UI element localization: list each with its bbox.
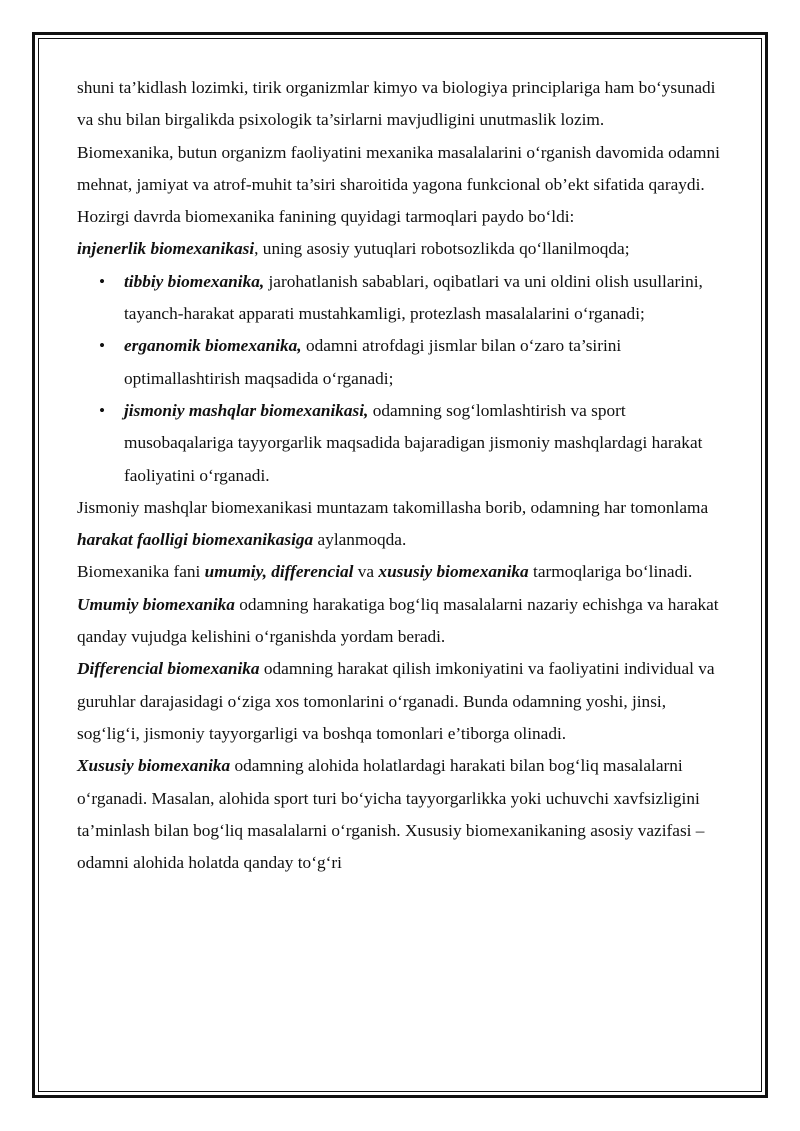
term-umumiy-differencial: umumiy, differencial (204, 562, 354, 582)
paragraph-5-text-c: aylanmoqda. (313, 530, 407, 550)
list-item (77, 395, 727, 492)
paragraph-2: Biomexanika, butun organizm faoliyatini mexanika masalalarini o‘rganish davomida odamni mehnat, jamiyat va atrof-muhit ta’siri sharoitida yagona funkcional ob’ekt sifatida qaraydi. (77, 142, 720, 194)
list-item-text: odamni atrofdagi jismlar bilan o‘zaro ta’sirini optimallashtirish maqsadida o‘rganadi; (124, 336, 622, 388)
paragraph-8 (77, 653, 727, 750)
paragraph-4-text: , uning asosiy yutuqlari robotsozlikda qo‘llanilmoqda; (254, 239, 630, 259)
paragraph-4 (77, 233, 727, 265)
term-tibbiy: tibbiy biomexanika, (124, 271, 265, 291)
term-erganomik: erganomik biomexanika, (124, 336, 302, 356)
list-item (77, 330, 727, 395)
paragraph-7 (77, 589, 727, 654)
list-item (77, 266, 727, 331)
term-differencial-biomexanika: Differencial biomexanika (77, 659, 260, 679)
paragraph-1: shuni ta’kidlash lozimki, tirik organizmlar kimyo va biologiya principlariga ham bo‘ysunadi va shu bilan birgalikda psixologik ta’sirlarni mavjudligini unutmaslik lozim. (77, 78, 716, 130)
paragraph-3: Hozirgi davrda biomexanika fanining quyidagi tarmoqlari paydo bo‘ldi: (77, 207, 575, 227)
paragraph-6-text-c: tarmoqlariga bo‘linadi. (528, 562, 693, 582)
paragraph-9 (77, 750, 727, 879)
list-item-text: jarohatlanish sabablari, oqibatlari va uni oldini olish usullarini, tayanch-harakat apparati mustahkamligi, protezlash masalalarini o‘rganadi; (124, 271, 703, 324)
term-harakat-faolligi: harakat faolligi biomexanikasiga (77, 530, 314, 550)
paragraph-6 (77, 556, 727, 588)
branch-list (77, 266, 727, 492)
paragraph-5 (77, 492, 727, 557)
paragraph-8-text: odamning harakat qilish imkoniyatini va faoliyatini individual va guruhlar darajasidagi o‘ziga xos tomonlarini o‘rganadi. Bunda odamning yoshi, jinsi, sog‘lig‘i, jismoniy tayyorgarligi va boshqa tomonlari e’tiborga olinadi. (77, 659, 715, 743)
list-item-text: odamning sog‘lomlashtirish va sport musobaqalariga tayyorgarlik maqsadida bajaradigan jismoniy mashqlardagi harakat faoliyatini o‘rganadi. (124, 400, 703, 485)
term-jismoniy: jismoniy mashqlar biomexanikasi, (124, 400, 369, 420)
term-injenerlik: injenerlik biomexanikasi (77, 239, 255, 259)
paragraph-9-text: odamning alohida holatlardagi harakati bilan bog‘liq masalalarni o‘rganadi. Masalan, alohida sport turi bo‘yicha tayyorgarlikka yoki uchuvchi xavfsizligini ta’minlash bilan bog‘liq masalalarni o‘rganish. Xususiy biomexanikaning asosiy vazifasi – odamni alohida holatda qanday to‘g‘ri (77, 756, 705, 873)
paragraph-5-text-a: Jismoniy mashqlar biomexanikasi muntazam takomillasha borib, odamning har tomonlama (77, 497, 709, 517)
paragraph-6-text-a: Biomexanika fani (77, 562, 205, 582)
paragraph-6-text-b: va (353, 562, 379, 582)
term-umumiy-biomexanika: Umumiy biomexanika (77, 594, 235, 614)
document-body (77, 72, 727, 879)
term-xususiy: xususiy biomexanika (378, 562, 529, 582)
term-xususiy-biomexanika: Xususiy biomexanika (77, 756, 231, 776)
paragraph-7-text: odamning harakatiga bog‘liq masalalarni nazariy echishga va harakat qanday vujudga kelishini o‘rganishda yordam beradi. (77, 594, 719, 647)
